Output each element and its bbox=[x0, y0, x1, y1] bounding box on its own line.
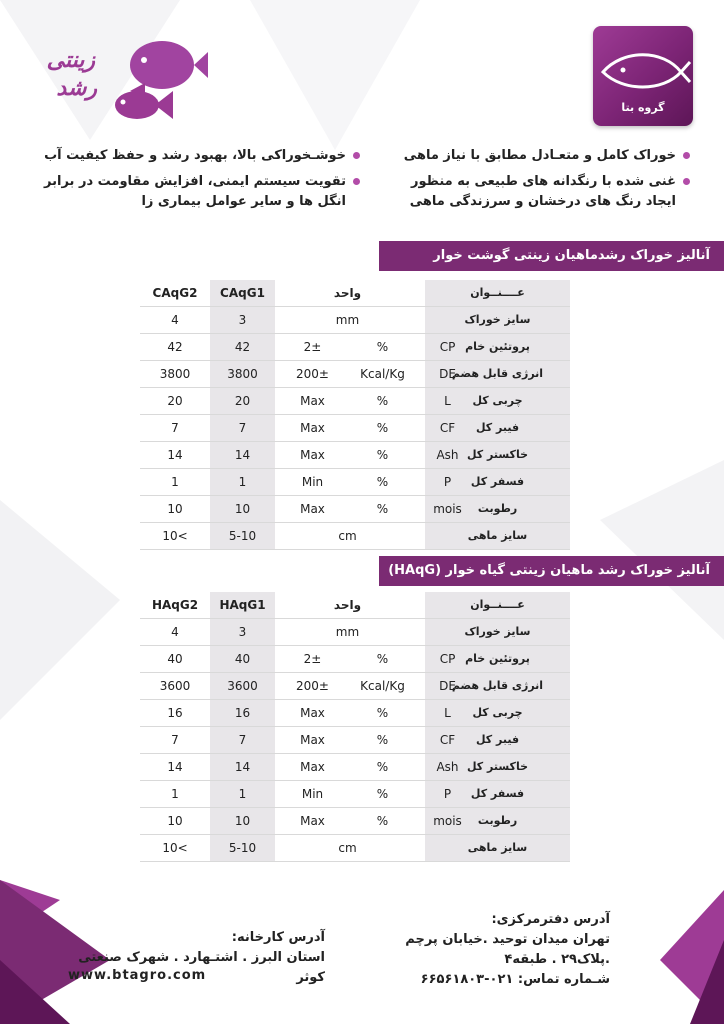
row-unit: % bbox=[376, 706, 389, 720]
row-value-2: 10< bbox=[162, 841, 188, 855]
table-row bbox=[140, 388, 570, 415]
row-value-2: 4 bbox=[171, 313, 179, 327]
row-unit: % bbox=[376, 394, 389, 408]
features-left bbox=[30, 146, 360, 212]
row-code: CF bbox=[439, 733, 456, 747]
row-code: CF bbox=[439, 421, 456, 435]
table-row bbox=[140, 442, 570, 469]
row-label: فیبر کل bbox=[475, 421, 520, 434]
table-row bbox=[140, 673, 570, 700]
row-tolerance bbox=[280, 307, 345, 333]
row-tolerance: 200± bbox=[296, 679, 329, 693]
row-value-1: 3 bbox=[238, 625, 247, 639]
row-tolerance: Max bbox=[300, 760, 325, 774]
row-tolerance: Max bbox=[300, 394, 325, 408]
row-code: mois bbox=[433, 502, 462, 516]
row-unit: % bbox=[376, 814, 389, 828]
table-row bbox=[140, 646, 570, 673]
office-address-block bbox=[380, 910, 610, 990]
table-row bbox=[140, 700, 570, 727]
logo-text: گروه بتا bbox=[621, 101, 665, 114]
row-unit: % bbox=[376, 340, 389, 354]
row-value-2: 10 bbox=[167, 502, 183, 516]
row-code: mois bbox=[433, 814, 462, 828]
row-value-2: 1 bbox=[171, 475, 179, 489]
row-value-2: 7 bbox=[171, 421, 179, 435]
row-unit: % bbox=[376, 475, 389, 489]
row-code: DE bbox=[439, 367, 456, 381]
table-2-title: آنالیز خوراک رشد ماهیان زینتی گیاه خوار (HAqG) bbox=[379, 556, 724, 586]
table-header-row: عــــنــوان واحد HAqG1 HAqG2 bbox=[140, 592, 570, 619]
row-tolerance bbox=[280, 835, 345, 861]
row-value-1: 40 bbox=[234, 652, 251, 666]
row-code: CP bbox=[439, 340, 456, 354]
row-code: L bbox=[444, 394, 451, 408]
row-label: فسفر کل bbox=[470, 787, 525, 800]
row-tolerance: 2± bbox=[303, 340, 322, 354]
row-value-1: 5-10 bbox=[228, 841, 257, 855]
row-label: انرژی قابل هضم bbox=[451, 367, 544, 380]
table-row bbox=[140, 496, 570, 523]
row-tolerance: Max bbox=[300, 733, 325, 747]
row-code bbox=[420, 307, 475, 333]
row-value-2: 40 bbox=[167, 652, 183, 666]
row-value-1: 3800 bbox=[227, 367, 258, 381]
bullet-dot-icon bbox=[353, 178, 360, 185]
row-unit: mm bbox=[335, 313, 360, 327]
table-row bbox=[140, 523, 570, 550]
row-unit: cm bbox=[338, 841, 357, 855]
row-code: Ash bbox=[436, 448, 459, 462]
row-value-1: 1 bbox=[238, 787, 247, 801]
row-unit: mm bbox=[335, 625, 360, 639]
table-header-row: عــــنــوان واحد CAqG1 CAqG2 bbox=[140, 280, 570, 307]
feature-item: خوراک کامل و متعـادل مطابق با نیاز ماهی bbox=[380, 146, 690, 166]
row-value-1: 3600 bbox=[227, 679, 258, 693]
row-unit: % bbox=[376, 787, 389, 801]
factory-title: آدرس کارخانه: bbox=[231, 930, 325, 945]
table-row bbox=[140, 619, 570, 646]
row-label: فیبر کل bbox=[475, 733, 520, 746]
row-code: CP bbox=[439, 652, 456, 666]
row-value-2: 42 bbox=[167, 340, 183, 354]
row-unit: % bbox=[376, 448, 389, 462]
table-row bbox=[140, 835, 570, 862]
fish-logo-icon bbox=[593, 34, 693, 104]
row-value-2: 7 bbox=[171, 733, 179, 747]
row-label: خاکستر کل bbox=[466, 448, 529, 461]
table-row bbox=[140, 469, 570, 496]
row-label: خاکستر کل bbox=[466, 760, 529, 773]
table-1-title: آنالیز خوراک رشدماهیان زینتی گوشت خوار (CAqG) bbox=[379, 241, 724, 271]
row-value-1: 42 bbox=[234, 340, 251, 354]
row-value-2: 3800 bbox=[159, 367, 191, 381]
table-row bbox=[140, 808, 570, 835]
row-value-1: 5-10 bbox=[228, 529, 257, 543]
row-unit: Kcal/Kg bbox=[360, 367, 405, 381]
row-code: Ash bbox=[436, 760, 459, 774]
row-label: انرژی قابل هضم bbox=[451, 679, 544, 692]
brand-logo bbox=[593, 26, 693, 126]
row-tolerance: 2± bbox=[303, 652, 322, 666]
row-tolerance: Max bbox=[300, 502, 325, 516]
table-row bbox=[140, 334, 570, 361]
product-word-1: زینتی bbox=[46, 48, 95, 73]
row-value-2: 10< bbox=[162, 529, 188, 543]
office-title: آدرس دفترمرکزی: bbox=[491, 912, 610, 927]
row-label: رطوبت bbox=[477, 814, 518, 827]
row-unit: cm bbox=[338, 529, 357, 543]
row-code bbox=[420, 835, 475, 861]
row-value-2: 4 bbox=[171, 625, 179, 639]
row-tolerance: Max bbox=[300, 814, 325, 828]
row-value-1: 7 bbox=[238, 733, 247, 747]
row-value-1: 7 bbox=[238, 421, 247, 435]
row-value-2: 20 bbox=[167, 394, 183, 408]
office-phone: شـماره تماس: ۰۲۱-۶۶۵۶۱۸۰۳ bbox=[420, 972, 610, 987]
bullet-dot-icon bbox=[683, 178, 690, 185]
row-tolerance bbox=[280, 523, 345, 549]
row-value-1: 14 bbox=[234, 448, 251, 462]
row-unit: % bbox=[376, 733, 389, 747]
table-row bbox=[140, 307, 570, 334]
row-unit: % bbox=[376, 652, 389, 666]
row-label: رطوبت bbox=[477, 502, 518, 515]
row-label: چربی کل bbox=[472, 706, 523, 719]
row-value-1: 16 bbox=[234, 706, 251, 720]
product-word-2: رشد bbox=[56, 76, 97, 101]
row-unit: % bbox=[376, 421, 389, 435]
analysis-table-1 bbox=[140, 280, 570, 550]
row-code bbox=[420, 523, 475, 549]
row-label: پروتئین خام bbox=[465, 652, 530, 665]
row-value-1: 10 bbox=[234, 502, 251, 516]
row-value-2: 3600 bbox=[159, 679, 191, 693]
row-code: P bbox=[443, 787, 452, 801]
features-right bbox=[380, 146, 690, 212]
row-tolerance: Min bbox=[301, 787, 324, 801]
row-value-1: 20 bbox=[234, 394, 251, 408]
row-tolerance: Max bbox=[300, 448, 325, 462]
row-code: L bbox=[444, 706, 451, 720]
analysis-table-2 bbox=[140, 592, 570, 862]
row-value-2: 14 bbox=[167, 448, 183, 462]
website-link[interactable]: www.btagro.com bbox=[68, 968, 207, 983]
row-tolerance: Max bbox=[300, 706, 325, 720]
factory-address: استان البرز . اشتـهارد . شهرک صنعتی کوثر bbox=[78, 950, 325, 985]
row-value-2: 14 bbox=[167, 760, 183, 774]
row-code bbox=[420, 619, 475, 645]
table-row bbox=[140, 727, 570, 754]
bullet-dot-icon bbox=[683, 152, 690, 159]
office-address: تهران میدان توحید .خیابان پرچم .پلاک۲۹ . طبقه۴ bbox=[405, 932, 610, 967]
row-tolerance: Max bbox=[300, 421, 325, 435]
small-fish-icon bbox=[105, 83, 175, 128]
table-row bbox=[140, 754, 570, 781]
table-row bbox=[140, 361, 570, 388]
row-label: فسفر کل bbox=[470, 475, 525, 488]
row-value-1: 14 bbox=[234, 760, 251, 774]
row-tolerance bbox=[280, 619, 345, 645]
row-label: سایز ماهی bbox=[467, 841, 528, 854]
row-label: پروتئین خام bbox=[465, 340, 530, 353]
row-value-2: 10 bbox=[167, 814, 183, 828]
row-label: سایز خوراک bbox=[464, 313, 531, 326]
row-value-2: 1 bbox=[171, 787, 179, 801]
feature-item: خوشـخوراکی بالا، بهبود رشد و حفظ کیفیت آب bbox=[30, 146, 360, 166]
row-label: سایز خوراک bbox=[464, 625, 531, 638]
row-value-1: 10 bbox=[234, 814, 251, 828]
row-value-1: 3 bbox=[238, 313, 247, 327]
product-brand bbox=[25, 38, 205, 128]
row-unit: % bbox=[376, 502, 389, 516]
row-value-1: 1 bbox=[238, 475, 247, 489]
feature-item: غنی شده با رنگدانه های طبیعی به منظور ایجاد رنگ های درخشان و سرزندگی ماهی bbox=[380, 172, 690, 212]
row-unit: % bbox=[376, 760, 389, 774]
row-label: سایز ماهی bbox=[467, 529, 528, 542]
row-unit: Kcal/Kg bbox=[360, 679, 405, 693]
feature-item: تقویت سیستم ایمنی، افزایش مقاومت در برابر انگل ها و سایر عوامل بیماری زا bbox=[30, 172, 360, 212]
row-value-2: 16 bbox=[167, 706, 183, 720]
row-tolerance: Min bbox=[301, 475, 324, 489]
table-row bbox=[140, 415, 570, 442]
row-code: DE bbox=[439, 679, 456, 693]
row-label: چربی کل bbox=[472, 394, 523, 407]
table-row bbox=[140, 781, 570, 808]
bullet-dot-icon bbox=[353, 152, 360, 159]
row-tolerance: 200± bbox=[296, 367, 329, 381]
row-code: P bbox=[443, 475, 452, 489]
